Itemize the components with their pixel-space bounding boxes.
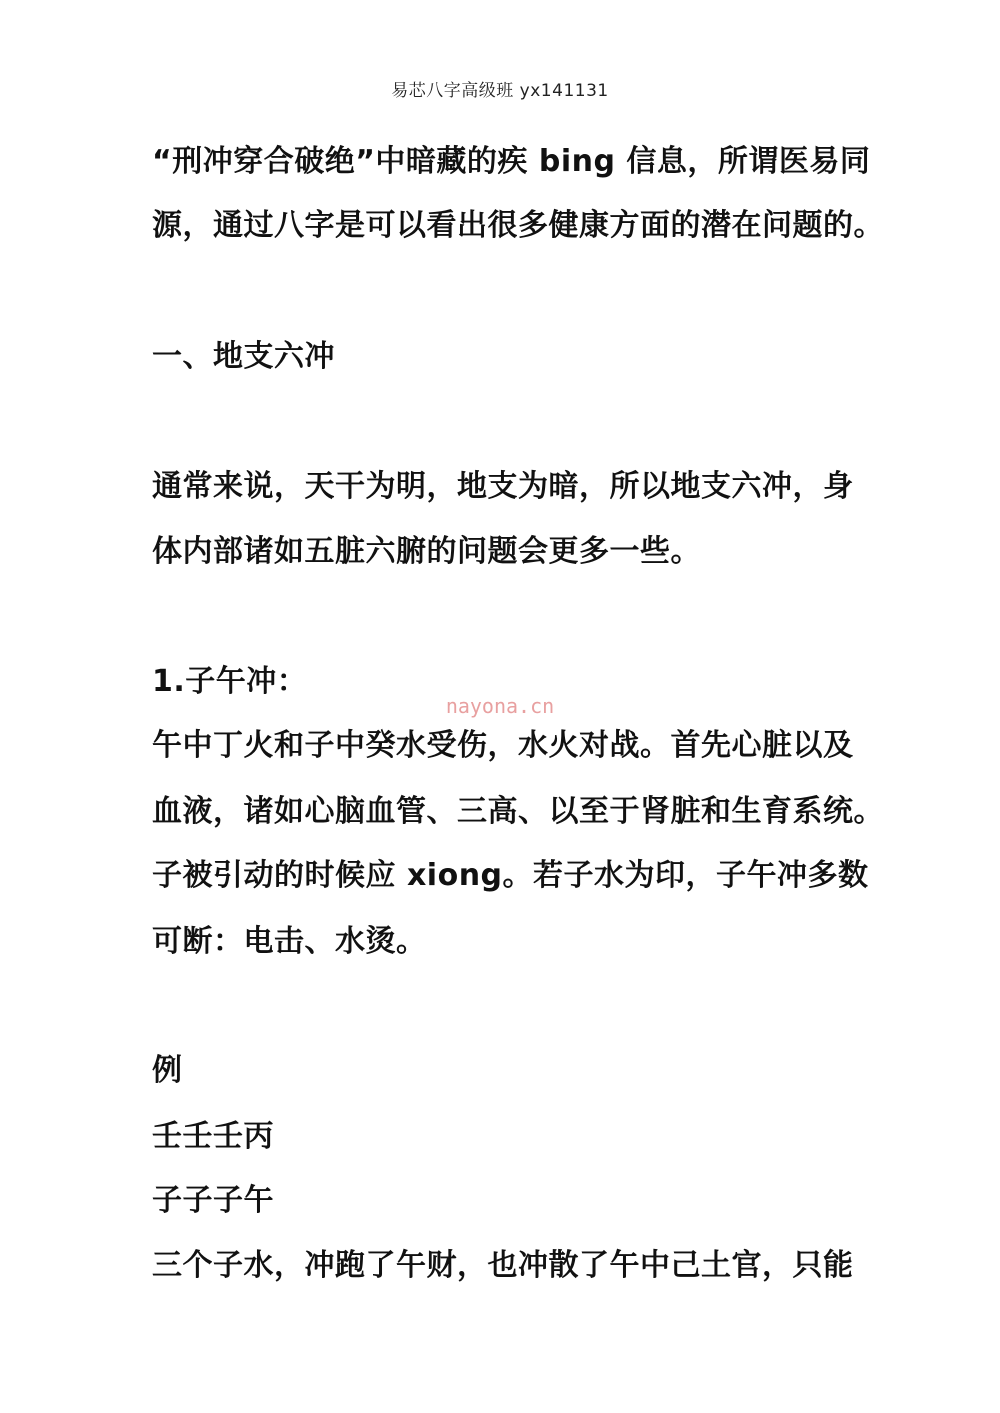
section-heading: 一、地支六冲 xyxy=(152,339,335,374)
watermark: nayona.cn xyxy=(445,694,555,718)
paragraph-line-2: 体内部诸如五脏六腑的问题会更多一些。 xyxy=(152,534,701,569)
intro-line-1: “刑冲穿合破绝”中暗藏的疾 bing 信息，所谓医易同 xyxy=(152,144,871,179)
subsection-line-3: 子被引动的时候应 xiong。若子水为印，子午冲多数 xyxy=(152,858,869,893)
paragraph-line-1: 通常来说，天干为明，地支为暗，所以地支六冲，身 xyxy=(152,469,854,504)
subsection-line-2: 血液，诸如心脑血管、三高、以至于肾脏和生育系统。 xyxy=(152,794,884,829)
example-branches: 子子子午 xyxy=(152,1183,274,1218)
example-stems: 壬壬壬丙 xyxy=(152,1119,274,1154)
intro-line-2: 源，通过八字是可以看出很多健康方面的潜在问题的。 xyxy=(152,208,884,243)
document-header: 易芯八字高级班 yx141131 xyxy=(391,81,609,101)
subsection-line-4: 可断：电击、水烫。 xyxy=(152,924,427,959)
example-label: 例 xyxy=(152,1053,183,1088)
subsection-heading: 1.子午冲： xyxy=(152,664,308,699)
subsection-line-1: 午中丁火和子中癸水受伤，水火对战。首先心脏以及 xyxy=(152,728,854,763)
example-text: 三个子水，冲跑了午财，也冲散了午中己土官，只能 xyxy=(152,1248,854,1283)
